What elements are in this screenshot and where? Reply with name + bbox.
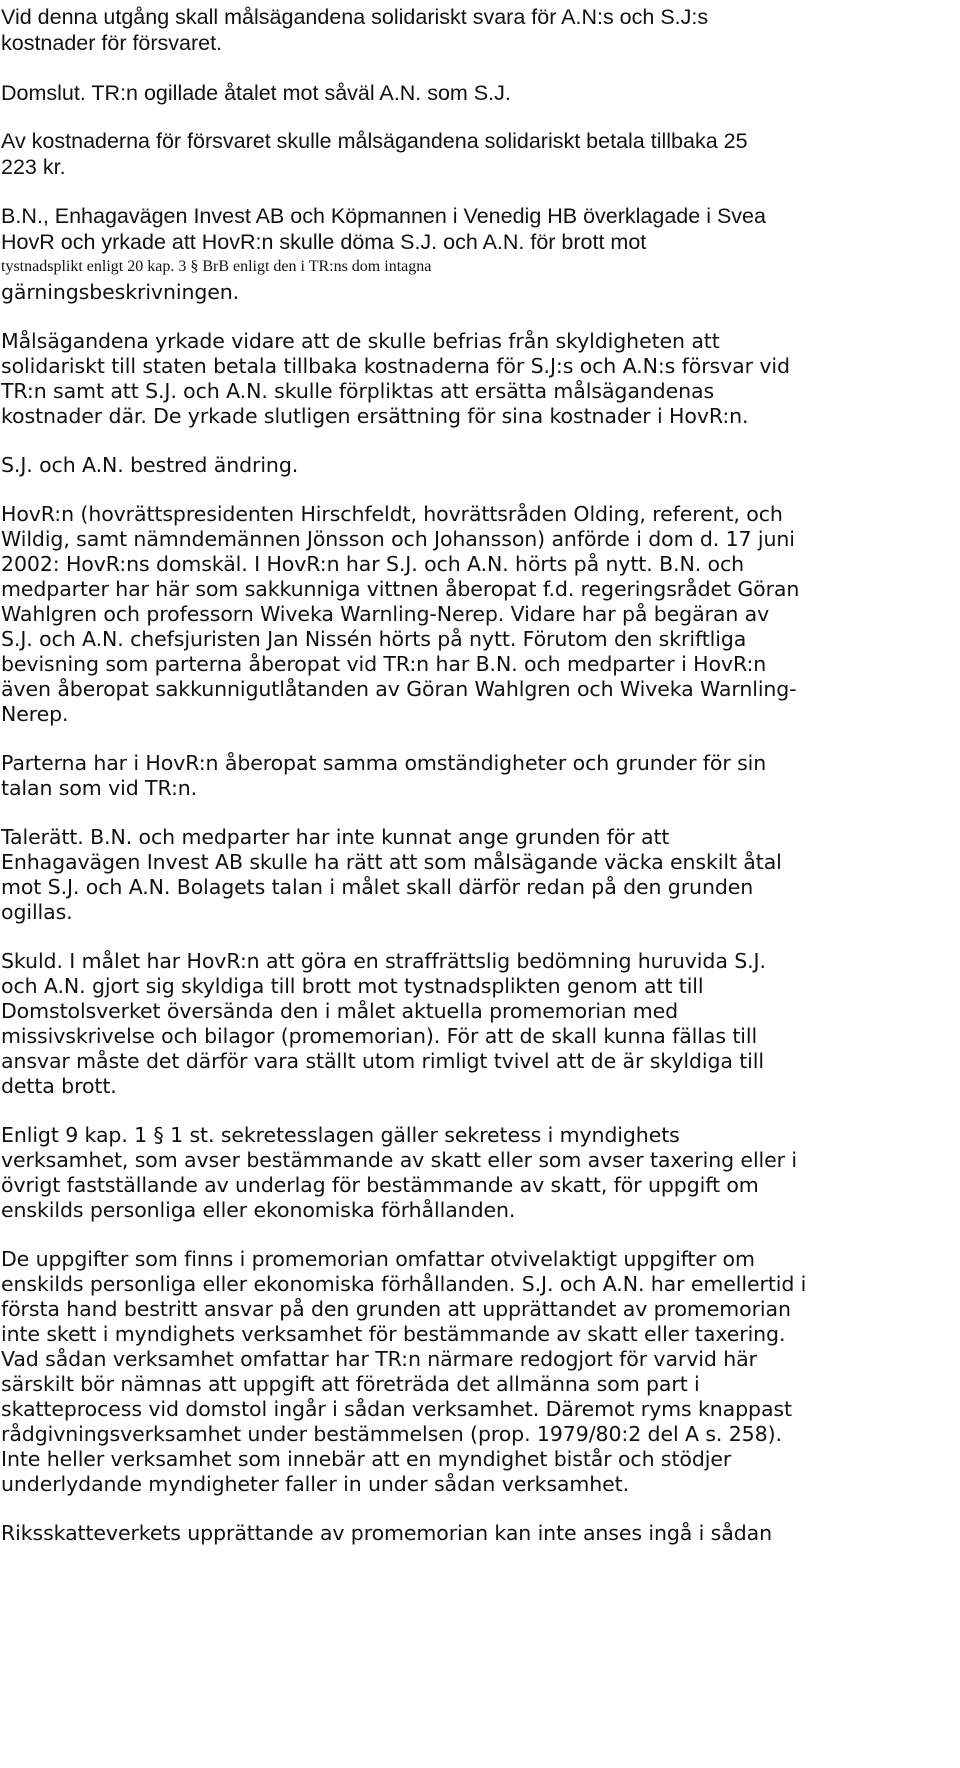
text-line: Wahlgren och professorn Wiveka Warnling-Nerep. Vidare har på begäran av [1,602,770,626]
text-line: HovR och yrkade att HovR:n skulle döma S.J. och A.N. för brott mot [1,230,647,254]
text-line: Domslut. TR:n ogillade åtalet mot såväl A.N. som S.J. [1,81,511,105]
text-line: mot S.J. och A.N. Bolagets talan i målet skall därför redan på den grunden [1,875,754,899]
text-line: och A.N. gjort sig skyldiga till brott mot tystnadsplikten genom att till [1,974,704,998]
text-line: Riksskatteverkets upprättande av promemorian kan inte anses ingå i sådan [1,1521,772,1545]
text-line: enskilds personliga eller ekonomiska förhållanden. [1,1198,516,1222]
text-line: rådgivningsverksamhet under bestämmelsen (prop. 1979/80:2 del A s. 258). [1,1422,782,1446]
text-line: Vid denna utgång skall målsägandena solidariskt svara för A.N:s och S.J:s [1,5,709,29]
text-line: ogillas. [1,900,73,924]
text-line: Vad sådan verksamhet omfattar har TR:n närmare redogjort för varvid här [1,1347,757,1371]
text-line: enskilds personliga eller ekonomiska förhållanden. S.J. och A.N. har emellertid i [1,1272,807,1296]
text-line: kostnader där. De yrkade slutligen ersättning för sina kostnader i HovR:n. [1,404,749,428]
text-line: tystnadsplikt enligt 20 kap. 3 § BrB enligt den i TR:ns dom intagna [1,258,432,275]
text-line: HovR:n (hovrättspresidenten Hirschfeldt, hovrättsråden Olding, referent, och [1,502,783,526]
text-line: Domstolsverket översända den i målet aktuella promemorian med [1,999,679,1023]
text-line: första hand bestritt ansvar på den grunden att upprättandet av promemorian [1,1297,791,1321]
text-line: 223 kr. [1,155,66,179]
text-line: solidariskt till staten betala tillbaka kostnaderna för S.J:s och A.N:s försvar vid [1,354,790,378]
text-line: inte skett i myndighets verksamhet för bestämmande av skatt eller taxering. [1,1322,786,1346]
text-line: bevisning som parterna åberopat vid TR:n har B.N. och medparter i HovR:n [1,652,767,676]
text-line: TR:n samt att S.J. och A.N. skulle förpliktas att ersätta målsägandenas [1,379,715,403]
text-line: Inte heller verksamhet som innebär att en myndighet bistår och stödjer [1,1447,732,1471]
text-line: Enhagavägen Invest AB skulle ha rätt att som målsägande väcka enskilt åtal [1,850,782,874]
text-line: Skuld. I målet har HovR:n att göra en straffrättslig bedömning huruvida S.J. [1,949,766,973]
text-line: talan som vid TR:n. [1,776,198,800]
text-line: även åberopat sakkunnigutlåtanden av Göran Wahlgren och Wiveka Warnling- [1,677,797,701]
text-line: Av kostnaderna för försvaret skulle målsägandena solidariskt betala tillbaka 25 [1,129,748,153]
text-line: Wildig, samt nämndemännen Jönsson och Johansson) anförde i dom d. 17 juni [1,527,795,551]
text-line: medparter har här som sakkunniga vittnen åberopat f.d. regeringsrådet Göran [1,577,800,601]
text-line: Parterna har i HovR:n åberopat samma omständigheter och grunder för sin [1,751,767,775]
text-line: S.J. och A.N. chefsjuristen Jan Nissén hörts på nytt. Förutom den skriftliga [1,627,747,651]
text-line: S.J. och A.N. bestred ändring. [1,453,299,477]
text-line: Målsägandena yrkade vidare att de skulle befrias från skyldigheten att [1,329,720,353]
text-line: detta brott. [1,1074,117,1098]
text-line: ansvar måste det därför vara ställt utom rimligt tvivel att de är skyldiga till [1,1049,764,1073]
text-line: B.N., Enhagavägen Invest AB och Köpmannen i Venedig HB överklagade i Svea [1,204,766,228]
text-line: De uppgifter som finns i promemorian omfattar otvivelaktigt uppgifter om [1,1247,755,1271]
text-line: kostnader för försvaret. [1,31,223,55]
text-line: 2002: HovR:ns domskäl. I HovR:n har S.J. och A.N. hörts på nytt. B.N. och [1,552,745,576]
text-line: verksamhet, som avser bestämmande av skatt eller som avser taxering eller i [1,1148,797,1172]
text-line: skatteprocess vid domstol ingår i sådan verksamhet. Däremot ryms knappast [1,1397,792,1421]
text-line: Talerätt. B.N. och medparter har inte kunnat ange grunden för att [1,825,670,849]
text-line: Enligt 9 kap. 1 § 1 st. sekretesslagen gäller sekretess i myndighets [1,1123,680,1147]
text-line: missivskrivelse och bilagor (promemorian). För att de skall kunna fällas till [1,1024,758,1048]
text-line: övrigt fastställande av underlag för bestämmande av skatt, för uppgift om [1,1173,759,1197]
text-line: underlydande myndigheter faller in under sådan verksamhet. [1,1472,630,1496]
text-line: gärningsbeskrivningen. [1,280,240,304]
text-line: Nerep. [1,702,69,726]
text-line: särskilt bör nämnas att uppgift att företräda det allmänna som part i [1,1372,700,1396]
